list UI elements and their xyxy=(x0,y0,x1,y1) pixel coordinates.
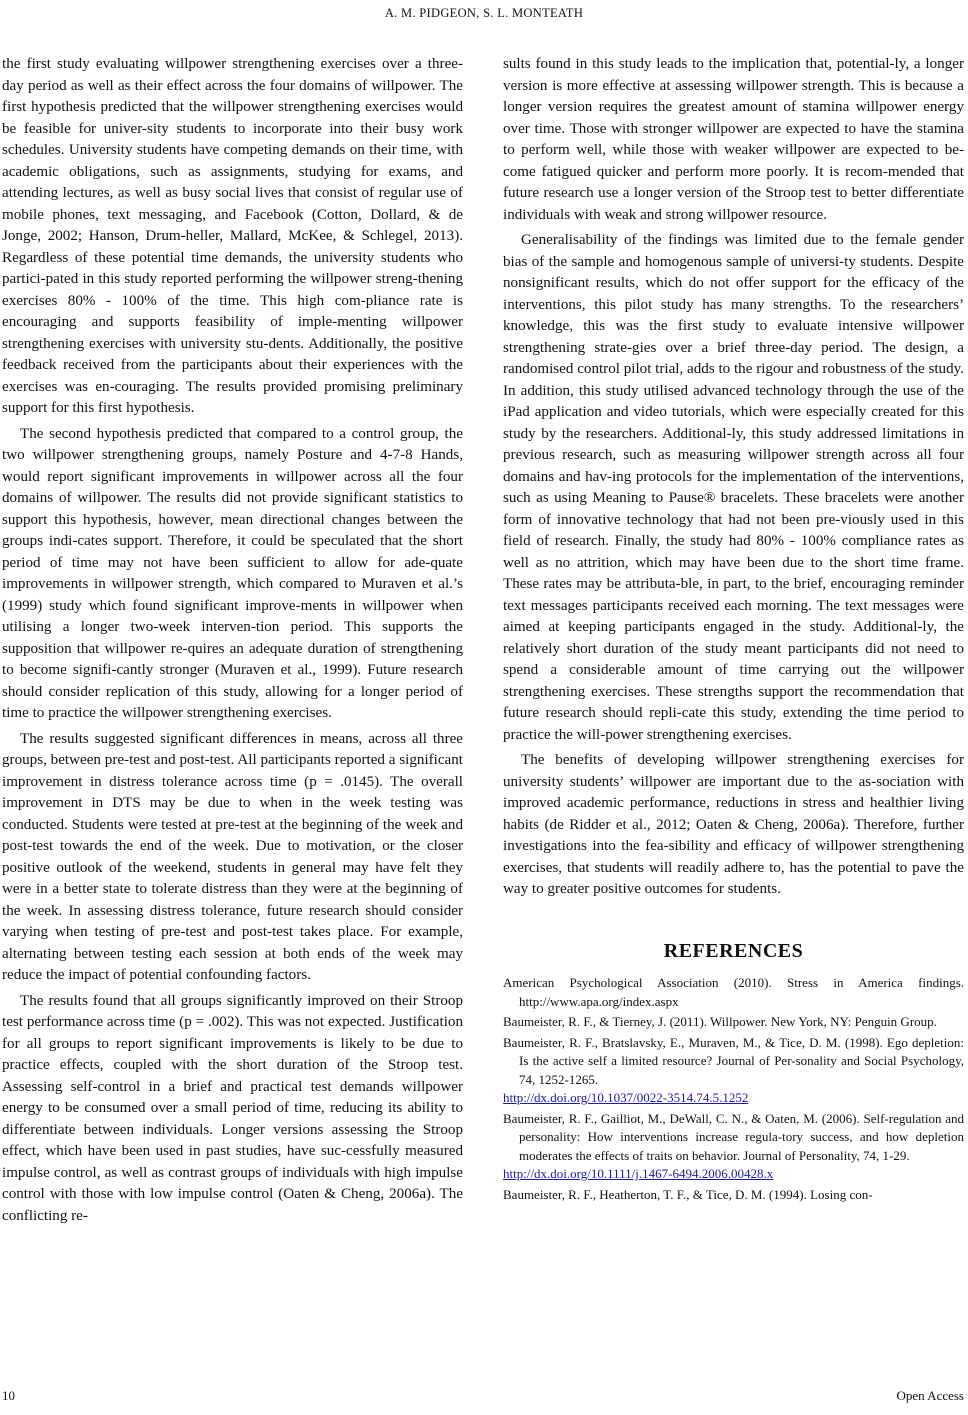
body-paragraph: the first study evaluating willpower strengthening exercises over a three-day period as well as their effect across the four domains of willpower. The first hypothesis predicted that the willpower strengthening exercises would be feasible for univer-sity students to incorporate into their busy work schedules. University students have competing demands on their time, with academic obligations, such as assignments, studying for exams, and attending lectures, as well as busy social lives that consist of regular use of mobile phones, text messaging, and Facebook (Cotton, Dollard, & de Jonge, 2002; Hanson, Drum-heller, Mallard, McKee, & Schlegel, 2013). Regardless of these potential time demands, the university students who partici-pated in this study reported performing the willpower streng-thening exercises 80% - 100% of the time. This high com-pliance rate is encouraging and supports feasibility of imple-menting willpower strengthening exercises with university stu-dents. Additionally, the positive feedback received from the participants about their experiences with the exercises was en-couraging. The results provided promising preliminary support for this first hypothesis. xyxy=(2,56,463,416)
body-paragraph: sults found in this study leads to the implication that, potential-ly, a longer version is more effective at assessing willpower strength. This is because a longer version requires the greatest amount of stamina willpower energy over time. Those with stronger willpower are expected to have the stamina to perform well, while those with weaker willpower are expected to be-come fatigued quicker and perform more poorly. It is recom-mended that future research use a longer version of the Stroop test to better differentiate individuals with weak and strong willpower resource. xyxy=(503,56,964,223)
right-column xyxy=(503,54,964,1206)
reference-item xyxy=(503,1034,964,1108)
page-number: 10 xyxy=(2,1388,15,1403)
reference-item xyxy=(503,974,964,1011)
reference-text: Baumeister, R. F., & Tierney, J. (2011). Willpower. New York, NY: Penguin Group. xyxy=(503,1014,937,1029)
publisher-label: Open Access xyxy=(896,1388,964,1403)
body-paragraph: The results suggested significant differences in means, across all three groups, between pre-test and post-test. All participants reported a significant improvement in distress tolerance across time (p = .0145). The overall improvement in DTS may be due to when in the week testing was conducted. Students were tested at pre-test at the beginning of the week and post-test towards the end of the week. Due to motivation, or the closer positive outlook of the weekend, students in general may have felt they were in a better state to tolerate distress than they were at the beginning of the week. In assessing distress tolerance, future research should consider varying when testing of pre-test and post-test takes place. For example, alternating between testing each session at both ends of the week may reduce the impact of potential confounding factors. xyxy=(2,730,463,983)
left-column xyxy=(2,54,463,1227)
body-paragraph: The results found that all groups significantly improved on their Stroop test performance across time (p = .002). This was not expected. Justification for all groups to report significant improvements is likely to be due to practice effects, coupled with the short duration of the Stroop test. Assessing self-control in a brief and practical test demands willpower energy to be consumed over a small period of time, reducing its ability to differentiate between individuals. Longer versions assessing the Stroop effect, which have been used in past studies, have suc-cessfully measured impulse control, as well as contrast groups of individuals with high impulse control with those with low impulse control (Oaten & Cheng, 2006a). The conflicting re- xyxy=(2,992,463,1224)
doi-link[interactable]: http://dx.doi.org/10.1111/j.1467-6494.2006.00428.x xyxy=(503,1166,774,1181)
references-heading: REFERENCES xyxy=(663,939,804,962)
running-header: A. M. PIDGEON, S. L. MONTEATH xyxy=(384,6,584,20)
body-paragraph: Generalisability of the findings was limited due to the female gender bias of the sample and homogenous sample of universi-ty students. Despite nonsignificant results, which do not offer support for the efficacy of the interventions, this pilot study has many strengths. To the researchers’ knowledge, this was the first study to evaluate intensive willpower strengthening strate-gies over a brief three-day period. The design, a randomised control pilot trial, adds to the rigour and robustness of the study. In addition, this study utilised advanced technology through the use of the iPad application and video tutorials, which were especially created for this study by the researchers. Additional-ly, this study addressed limitations in previous research, such as measuring willpower strength across all four domains and hav-ing protocols for the implementation of the interventions, such as using Meaning to Pause® bracelets. These bracelets were another form of innovative technology that had not been pre-viously used in this field of research. Finally, the study had 80% - 100% compliance rates as well as no attrition, which may have been due to the short time frame. These rates may be attributa-ble, in part, to the brief, encouraging reminder text messages participants received each morning. The text messages were aimed at keeping participants engaged in the study. Additional-ly, the relatively short duration of the study meant participants did not need to spend a considerable amount of time carrying out the willpower strengthening exercises. These strengths support the recommendation that future research should repli-cate this study, extending the time period to practice the will-power strengthening exercises. xyxy=(503,232,964,743)
reference-item xyxy=(503,1186,964,1205)
reference-text: Baumeister, R. F., Heatherton, T. F., & Tice, D. M. (1994). Losing con- xyxy=(503,1186,873,1202)
reference-text: Baumeister, R. F., Bratslavsky, E., Muraven, M., & Tice, D. M. (1998). Ego depletion: Is the active self a limited resource? Journal of Per-sonality and Social Psychology, 74, 1252-1265. xyxy=(503,1034,964,1087)
reference-text: American Psychological Association (2010). Stress in America findings. http://www.apa.org/index.aspx xyxy=(503,975,964,1009)
reference-item xyxy=(503,1013,964,1032)
doi-link[interactable]: http://dx.doi.org/10.1037/0022-3514.74.5.1252 xyxy=(503,1090,749,1105)
body-paragraph: The second hypothesis predicted that compared to a control group, the two willpower strengthening groups, namely Posture and 4-7-8 Hands, would report significant improvements in willpower across all the four domains of willpower. The results did not provide significant statistics to support this hypothesis, however, mean directional changes between the groups indi-cates support. Therefore, it could be speculated that the short period of time may not have been sufficient to allow for ade-quate improvements in willpower strength, which compared to Muraven et al.’s (1999) study which found significant improve-ments in willpower when utilising a longer two-week interven-tion period. This supports the supposition that willpower re-quires an adequate duration of strengthening to become signifi-cantly stronger (Muraven et al., 1999). Future research should consider replication of this study, allowing for a longer period of time to practice the willpower strengthening exercises. xyxy=(2,425,463,721)
body-paragraph: The benefits of developing willpower strengthening exercises for university students’ willpower are important due to the as-sociation with improved academic performance, reductions in stress and healthier living habits (de Ridder et al., 2012; Oaten & Cheng, 2006a). Therefore, further investigations into the fea-sibility and efficacy of willpower strengthening exercises, that students will readily adhere to, has the potential to pave the way to greater positive outcomes for students. xyxy=(503,752,964,897)
reference-text: Baumeister, R. F., Gailliot, M., DeWall, C. N., & Oaten, M. (2006). Self-regulation and personality: How interventions increase regula-tory success, and how depletion moderates the effects of traits on behavior. Journal of Personality, 74, 1-29. xyxy=(503,1110,964,1163)
reference-item xyxy=(503,1110,964,1184)
